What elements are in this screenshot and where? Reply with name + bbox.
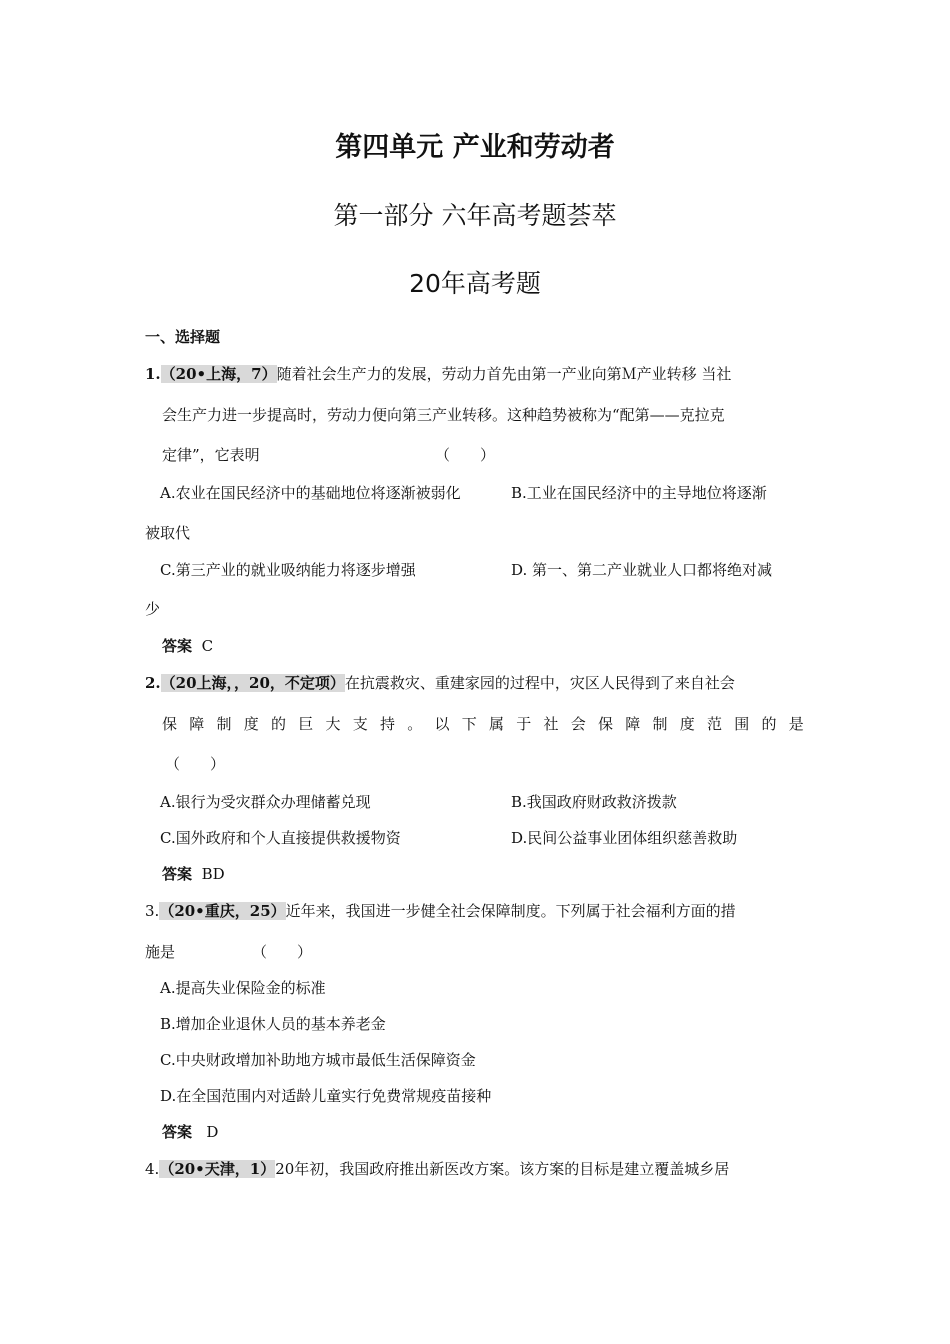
- question-4-number: 4.: [145, 1160, 160, 1178]
- question-3-source: （20•重庆，25）: [159, 902, 286, 920]
- question-1-option-d-cont: 少: [145, 600, 161, 618]
- question-1-answer-paren: （ ）: [435, 446, 496, 464]
- question-2-option-c: C.国外政府和个人直接提供救援物资: [160, 829, 401, 847]
- question-2-source: （20上海，，20，不定项）: [160, 674, 345, 692]
- question-2-line-2-char: 支: [352, 715, 368, 733]
- question-2-line-2-char: 制: [652, 715, 668, 733]
- question-2-answer-paren: （ ）: [165, 755, 226, 773]
- question-2-line-2: [162, 712, 804, 736]
- question-2-line-1: [145, 671, 735, 695]
- question-2-answer: [162, 862, 225, 886]
- question-4-source: （20•天津，1）: [159, 1160, 276, 1178]
- question-2-line-2-char: 属: [489, 715, 505, 733]
- question-2-line-2-char: 大: [325, 715, 341, 733]
- question-1-line-3: [162, 443, 260, 467]
- question-4-text-1: 20年初，我国政府推出新医改方案。该方案的目标是建立覆盖城乡居: [275, 1160, 730, 1178]
- question-1-source: （20•上海，7）: [160, 365, 277, 383]
- document-subtitle-year: 20年高考题: [409, 269, 541, 298]
- question-3-number: 3.: [145, 902, 160, 920]
- question-1-line-1: [145, 362, 731, 386]
- answer-label: 答案: [162, 865, 193, 883]
- question-2-option-d: D.民间公益事业团体组织慈善救助: [511, 829, 738, 847]
- question-2-line-2-char: 制: [216, 715, 232, 733]
- question-3-option-d: D.在全国范围内对适龄儿童实行免费常规疫苗接种: [160, 1087, 492, 1105]
- question-1-option-c: C.第三产业的就业吸纳能力将逐步增强: [160, 561, 416, 579]
- question-1-number: 1.: [145, 365, 161, 383]
- question-2-line-2-char: 度: [679, 715, 695, 733]
- question-2-line-2-char: 社: [543, 715, 559, 733]
- question-2-line-2-char: 障: [625, 715, 641, 733]
- question-3-option-c: C.中央财政增加补助地方城市最低生活保障资金: [160, 1051, 476, 1069]
- question-2-line-2-char: 的: [761, 715, 777, 733]
- question-1-text-1: 随着社会生产力的发展，劳动力首先由第一产业向第Ｍ产业转移 当社: [276, 365, 732, 383]
- question-2-line-2-char: 会: [570, 715, 586, 733]
- question-2-option-b: B.我国政府财政救济拨款: [511, 793, 677, 811]
- question-3-line-2: 施是: [145, 943, 176, 961]
- answer-value: D: [206, 1123, 219, 1141]
- question-2-line-2-char: 范: [707, 715, 723, 733]
- question-2-line-2-char: 持: [380, 715, 396, 733]
- question-3-option-b: B.增加企业退休人员的基本养老金: [160, 1015, 386, 1033]
- question-1-text-3: 定律”，它表明: [162, 446, 260, 464]
- answer-label: 答案: [162, 637, 193, 655]
- question-2-line-2-char: 保: [598, 715, 614, 733]
- question-2-line-2-char: 。: [407, 715, 423, 733]
- question-2-line-2-char: 障: [189, 715, 205, 733]
- answer-label: 答案: [162, 1123, 193, 1141]
- question-2-line-2-char: 度: [243, 715, 259, 733]
- question-2-line-2-char: 的: [271, 715, 287, 733]
- question-3-answer: [162, 1120, 218, 1144]
- question-2-line-2-char: 保: [162, 715, 178, 733]
- answer-value: BD: [201, 865, 225, 883]
- question-2-text-1: 在抗震救灾、重建家园的过程中，灾区人民得到了来自社会: [344, 674, 735, 692]
- question-2-line-2-char: 以: [434, 715, 450, 733]
- question-3-line-1: [145, 899, 736, 923]
- question-3-answer-paren: （ ）: [252, 943, 313, 961]
- question-2-option-a: A.银行为受灾群众办理储蓄兑现: [160, 793, 371, 811]
- question-2-line-2-char: 下: [461, 715, 477, 733]
- section-heading: 一、选择题: [145, 328, 221, 346]
- question-1-option-b: B.工业在国民经济中的主导地位将逐渐: [511, 484, 767, 502]
- question-2-line-2-char: 围: [734, 715, 750, 733]
- question-1-option-a: A.农业在国民经济中的基础地位将逐渐被弱化: [160, 484, 461, 502]
- question-3-text-1: 近年来，我国进一步健全社会保障制度。下列属于社会福利方面的措: [285, 902, 736, 920]
- document-title: 第四单元 产业和劳动者: [335, 132, 615, 163]
- question-2-line-2-char: 是: [788, 715, 804, 733]
- document-subtitle: 第一部分 六年高考题荟萃: [333, 201, 617, 230]
- question-1-option-d: D. 第一、第二产业就业人口都将绝对减: [511, 561, 773, 579]
- question-2-number: 2.: [145, 674, 161, 692]
- question-2-line-2-char: 巨: [298, 715, 314, 733]
- question-4-line-1: [145, 1157, 729, 1181]
- question-1-option-b-cont: 被取代: [145, 524, 191, 542]
- question-1-line-2: 会生产力进一步提高时，劳动力便向第三产业转移。这种趋势被称为“配第——克拉克: [162, 406, 725, 424]
- question-2-line-2-char: 于: [516, 715, 532, 733]
- question-1-answer: [162, 634, 213, 658]
- answer-value: C: [201, 637, 214, 655]
- question-3-option-a: A.提高失业保险金的标准: [160, 979, 326, 997]
